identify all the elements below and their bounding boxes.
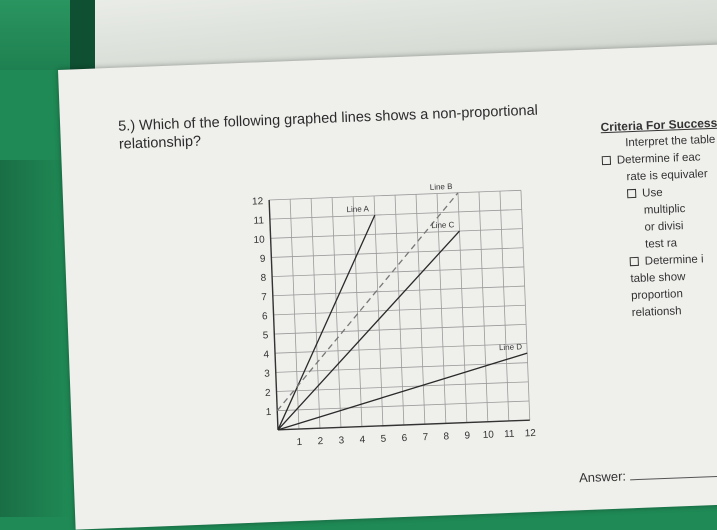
x-tick-label: 1 (296, 436, 303, 449)
criteria-item: Determine i (606, 247, 717, 272)
criteria-item: Use (603, 179, 717, 204)
criteria-item: or divisi (644, 220, 684, 234)
y-tick-label: 1 (265, 406, 272, 419)
x-tick-label: 3 (338, 435, 345, 447)
x-tick-label: 4 (359, 434, 366, 446)
y-tick-label: 8 (260, 272, 267, 285)
y-tick-label: 6 (261, 311, 268, 323)
x-tick-label: 2 (317, 436, 324, 448)
criteria-item: Interpret the table (625, 133, 716, 150)
worksheet-paper (58, 44, 717, 530)
question-line-2: relationship? (118, 133, 202, 153)
y-tick-label: 7 (261, 291, 268, 304)
checkbox-icon[interactable] (630, 257, 639, 266)
x-tick-label: 12 (524, 427, 537, 440)
criteria-item: Determine if eac (602, 146, 717, 171)
criteria-item: table show (630, 271, 686, 286)
answer-label: Answer: (578, 468, 627, 486)
series-label: Line D (498, 342, 523, 353)
background-left (0, 160, 70, 517)
checkbox-icon[interactable] (627, 189, 636, 198)
answer-field[interactable] (579, 465, 717, 485)
criteria-item: relationsh (631, 305, 682, 320)
y-tick-label: 11 (253, 215, 265, 227)
criteria-item: test ra (644, 237, 678, 251)
x-tick-label: 11 (503, 428, 515, 441)
y-tick-label: 2 (264, 387, 271, 399)
criteria-item: rate is equivaler (626, 168, 708, 184)
y-tick-label: 3 (264, 368, 271, 380)
criteria-item: multiplic (643, 203, 686, 217)
y-tick-label: 9 (259, 253, 266, 265)
coordinate-graph (241, 180, 551, 451)
answer-blank[interactable] (630, 476, 717, 480)
series-label: Line A (346, 204, 369, 215)
criteria-box (600, 112, 717, 324)
question-line-1: 5.) Which of the following graphed lines shows a non-proportional (117, 102, 539, 135)
series-line-3 (271, 231, 467, 430)
x-tick-label: 10 (482, 429, 495, 441)
x-tick-label: 7 (422, 432, 429, 444)
checkbox-icon[interactable] (602, 156, 611, 165)
series-label: Line B (429, 181, 453, 192)
x-tick-label: 5 (380, 433, 387, 445)
x-tick-label: 9 (464, 430, 471, 442)
x-tick-label: 8 (443, 431, 450, 443)
y-tick-label: 12 (251, 196, 264, 208)
y-tick-label: 5 (262, 330, 269, 342)
y-tick-label: 10 (253, 234, 265, 246)
series-label: Line C (431, 220, 455, 231)
question-text (118, 100, 589, 154)
series-line-1 (270, 215, 383, 430)
y-tick-label: 4 (263, 349, 270, 361)
criteria-item: proportion (630, 288, 684, 303)
criteria-title: Criteria For Success (600, 115, 717, 135)
x-tick-label: 6 (401, 432, 408, 445)
